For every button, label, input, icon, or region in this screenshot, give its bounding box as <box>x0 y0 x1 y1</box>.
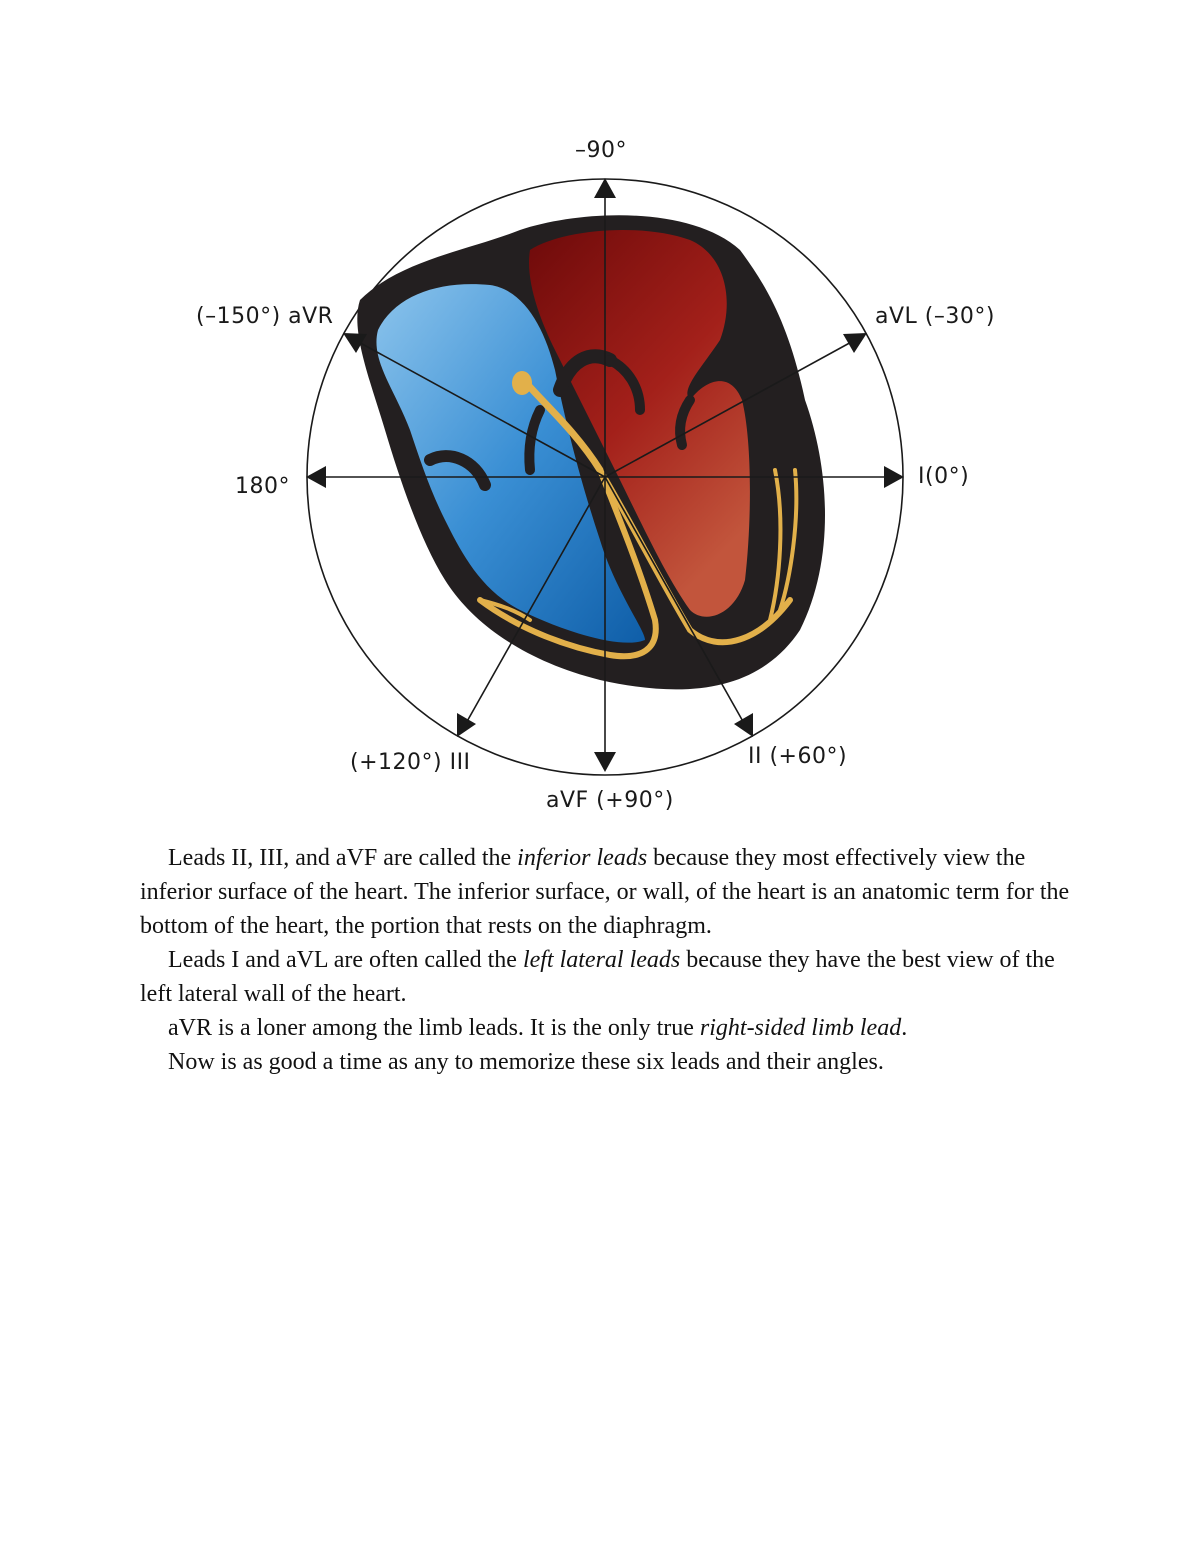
label-lead-ii: II (+60°) <box>748 744 848 769</box>
label-minus-90: –90° <box>575 138 627 163</box>
arrow-top <box>594 178 616 198</box>
sa-node <box>512 371 532 395</box>
label-avr: (–150°) aVR <box>196 304 334 329</box>
label-180: 180° <box>235 474 290 499</box>
label-avl: aVL (–30°) <box>875 304 995 329</box>
paragraph-memorize: Now is as good a time as any to memorize these six leads and their angles. <box>168 1049 884 1075</box>
arrow-right <box>884 466 904 488</box>
label-lead-i: I(0°) <box>918 464 970 489</box>
arrow-bottom <box>594 752 616 772</box>
paragraph-avr: aVR is a loner among the limb leads. It is the only true right-sided limb lead. <box>168 1015 908 1041</box>
term-right-sided-limb-lead: right-sided limb lead <box>699 1015 902 1041</box>
body-text <box>140 841 1070 1079</box>
term-left-lateral-leads: left lateral leads <box>522 947 681 973</box>
arrow-left <box>306 466 326 488</box>
arrow-iii <box>457 713 476 737</box>
term-inferior-leads: inferior leads <box>517 845 648 871</box>
paragraph-left-lateral-leads: Leads I and aVL are often called the left lateral leads because they have the best view of the left lateral wall of the heart. <box>140 947 1055 1007</box>
label-avf: aVF (+90°) <box>546 788 674 813</box>
arrow-avl <box>843 333 867 353</box>
arrow-ii <box>734 713 753 737</box>
label-lead-iii: (+120°) III <box>350 750 471 775</box>
paragraph-inferior-leads: Leads II, III, and aVF are called the inferior leads because they most effectively view the inferior surface of the heart. The inferior surface, or wall, of the heart is an anatomic term for the bottom of the heart, the portion that rests on the diaphragm. <box>140 845 1070 939</box>
